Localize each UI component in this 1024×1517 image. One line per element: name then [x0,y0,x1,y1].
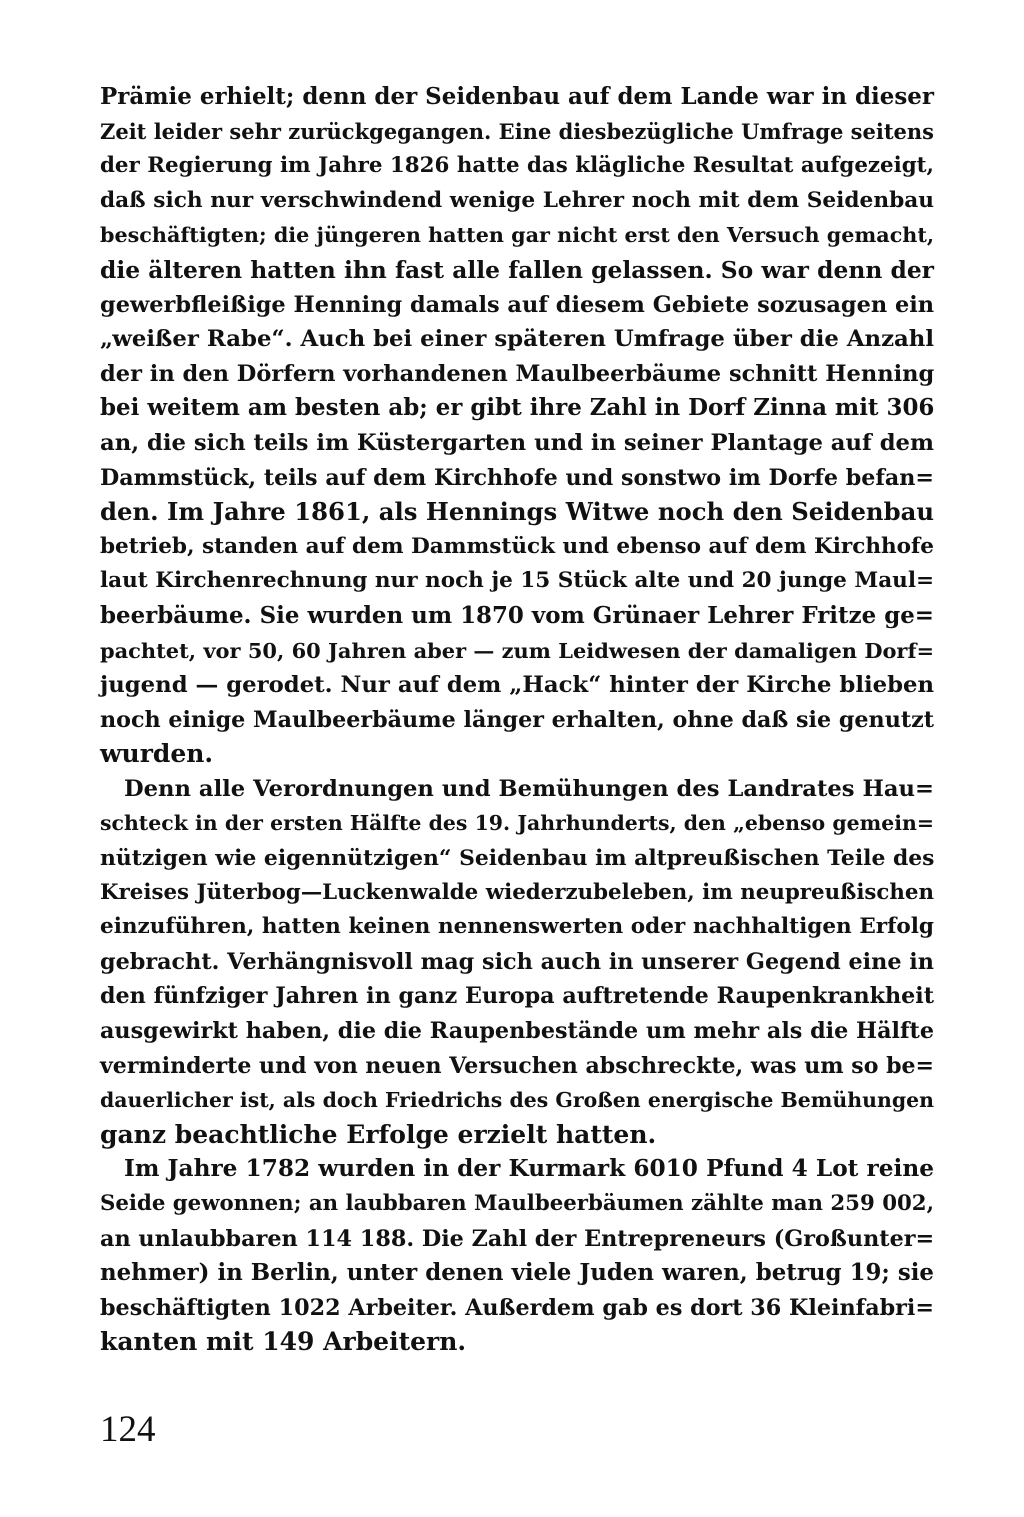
text-line: verminderte und von neuen Versuchen abschreckte, was um so be= [100,1052,934,1079]
text-line: schteck in der ersten Hälfte des 19. Jahrhunderts, den „ebenso gemein= [100,811,934,836]
text-line: „weißer Rabe“. Auch bei einer späteren Umfrage über die Anzahl [100,326,934,353]
text-line: Denn alle Verordnungen und Bemühungen des Landrates Hau= [124,775,934,802]
text-line: ganz beachtliche Erfolge erzielt hatten. [100,1119,657,1149]
text-line: kanten mit 149 Arbeitern. [100,1327,467,1357]
text-line: an, die sich teils im Küstergarten und in seiner Plantage auf dem [100,429,934,456]
text-line: gebracht. Verhängnisvoll mag sich auch in unserer Gegend eine in [100,948,934,975]
paragraph-3 [100,1152,934,1360]
text-line: beerbäume. Sie wurden um 1870 vom Grünaer Lehrer Fritze ge= [100,601,934,629]
text-line: nützigen wie eigennützigen“ Seidenbau im altpreußischen Teile des [100,845,935,872]
text-line: laut Kirchenrechnung nur noch je 15 Stück alte und 20 junge Maul= [100,568,935,594]
text-line: gewerbfleißige Henning damals auf diesem Gebiete sozusagen ein [100,291,935,318]
paragraph-1 [100,80,934,772]
text-line: wurden. [100,739,214,769]
text-line: ausgewirkt haben, die die Raupenbestände um mehr als die Hälfte [100,1018,934,1045]
text-line: nehmer) in Berlin, unter denen viele Juden waren, betrug 19; sie [100,1260,934,1287]
text-line: beschäftigten 1022 Arbeiter. Außerdem gab es dort 36 Kleinfabri= [100,1294,934,1321]
text-line: pachtet, vor 50, 60 Jahren aber — zum Leidwesen der damaligen Dorf= [100,637,934,663]
text-line: daß sich nur verschwindend wenige Lehrer noch mit dem Seidenbau [100,187,934,213]
text-line: betrieb, standen auf dem Dammstück und ebenso auf dem Kirchhofe [100,533,934,559]
text-line: dauerlicher ist, als doch Friedrichs des Großen energische Bemühungen [100,1088,934,1113]
text-line: Kreises Jüterbog—Luckenwalde wiederzubeleben, im neupreußischen [100,879,934,905]
text-line: noch einige Maulbeerbäume länger erhalten, ohne daß sie genutzt [100,706,934,733]
text-line: an unlaubbaren 114 188. Die Zahl der Entrepreneurs (Großunter= [100,1225,935,1252]
text-line: einzuführen, hatten keinen nennenswerten oder nachhaltigen Erfolg [100,914,934,940]
text-line: jugend — gerodet. Nur auf dem „Hack“ hinter der Kirche blieben [100,672,934,699]
text-line: die älteren hatten ihn fast alle fallen gelassen. So war denn der [100,255,934,284]
page-number: 124 [100,1409,156,1450]
paragraph-2 [100,772,934,1153]
text-line: beschäftigten; die jüngeren hatten gar nicht erst den Versuch gemacht, [100,223,935,248]
text-line: Prämie erhielt; denn der Seidenbau auf dem Lande war in dieser [100,83,934,110]
text-line: Dammstück, teils auf dem Kirchhofe und sonstwo im Dorfe befan= [100,464,934,491]
text-line: Zeit leider sehr zurückgegangen. Eine diesbezügliche Umfrage seitens [100,118,934,144]
text-line: der in den Dörfern vorhandenen Maulbeerbäume schnitt Henning [100,360,935,387]
text-line: den. Im Jahre 1861, als Hennings Witwe noch den Seidenbau [100,497,934,527]
text-line: Im Jahre 1782 wurden in der Kurmark 6010 Pfund 4 Lot reine [124,1155,934,1183]
text-line: den fünfziger Jahren in ganz Europa auftretende Raupenkrankheit [100,983,934,1010]
text-line: Seide gewonnen; an laubbaren Maulbeerbäumen zählte man 259 002, [100,1191,934,1216]
text-line: bei weitem am besten ab; er gibt ihre Zahl in Dorf Zinna mit 306 [100,394,935,422]
text-line: der Regierung im Jahre 1826 hatte das klägliche Resultat aufgezeigt, [100,153,934,179]
body-text [100,80,934,1360]
